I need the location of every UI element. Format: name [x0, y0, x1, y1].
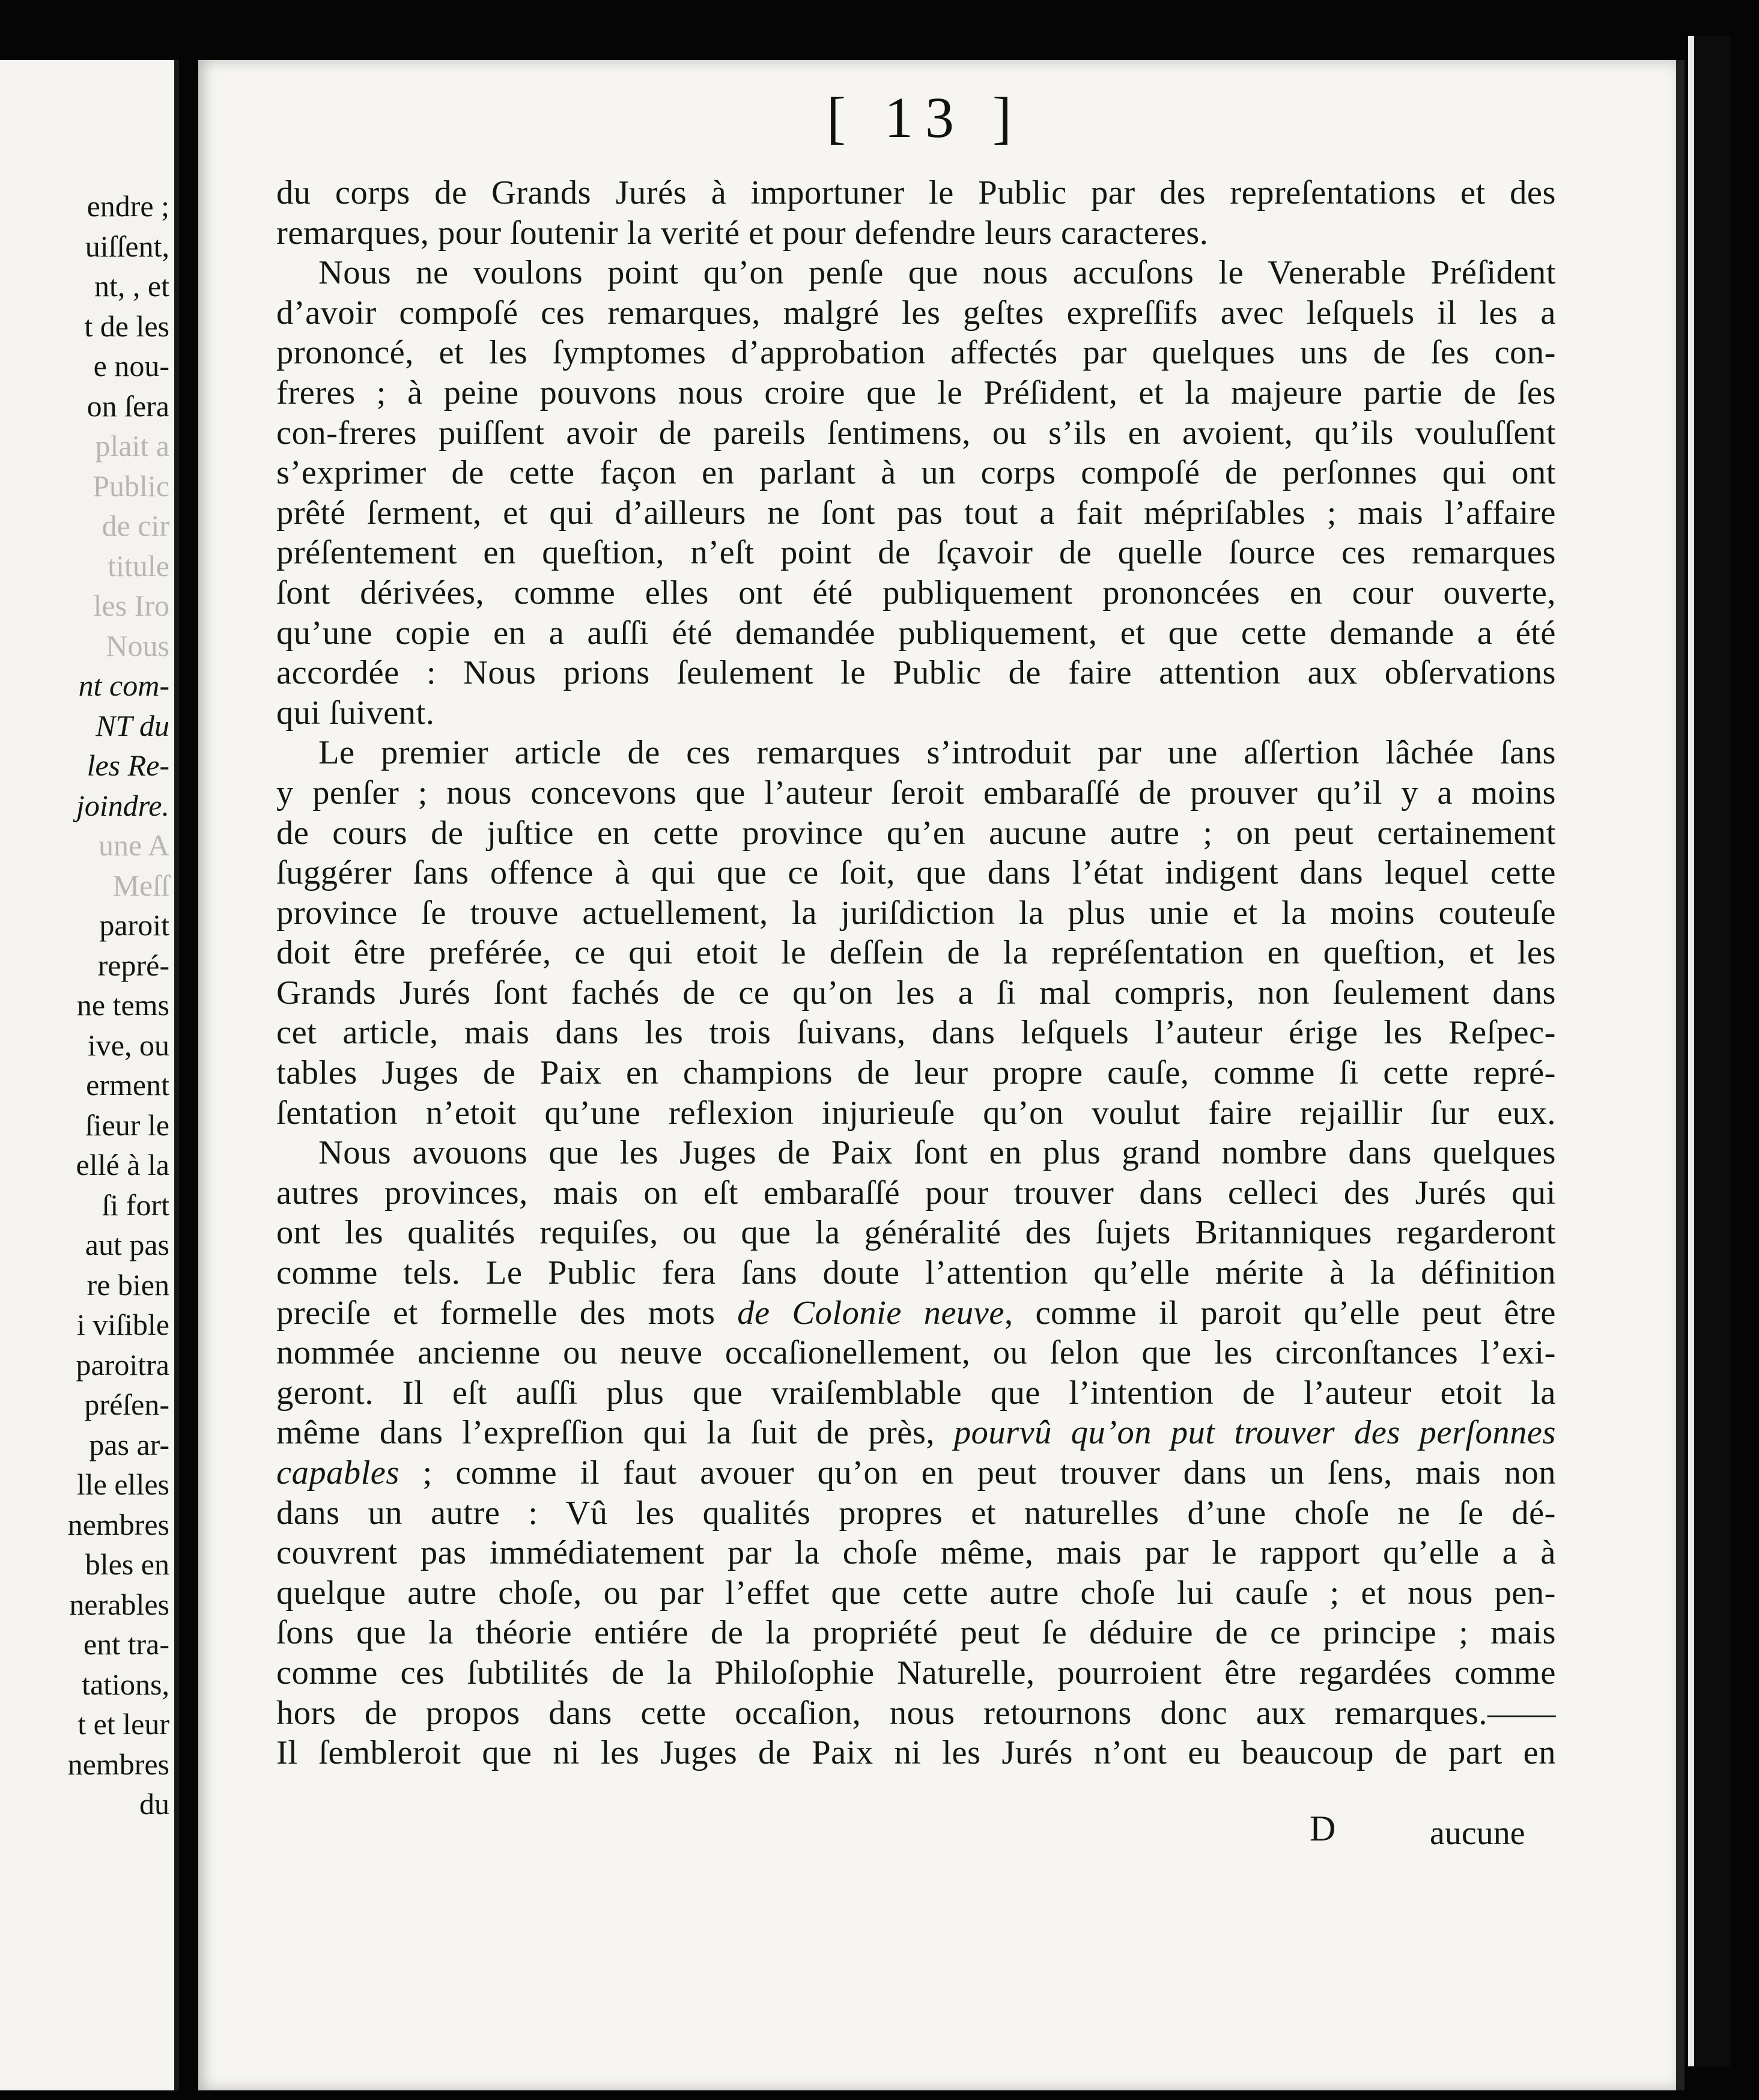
text-run: qu’une copie en a auſſi été demandée publiquement, et que cette demande a été: [276, 614, 1556, 652]
text-line: [276, 373, 1556, 413]
text-run: cet article, mais dans les trois ſuivans, dans leſquels l’auteur érige les Reſpec-: [276, 1014, 1556, 1052]
left-text-fragment: t de les: [84, 309, 169, 343]
left-text-fragment: plait a: [95, 429, 169, 463]
left-text-fragment: aut pas: [85, 1228, 169, 1261]
page-number: [ 13 ]: [827, 85, 1024, 150]
text-run: Il ſembleroit que ni les Juges de Paix ni les Jurés n’ont eu beaucoup de part en: [276, 1734, 1556, 1772]
text-line: [276, 1453, 1556, 1493]
left-text-fragment: nembres: [67, 1747, 169, 1781]
text-line: [276, 1053, 1556, 1093]
catchword: aucune: [1430, 1815, 1525, 1852]
text-line: [276, 1333, 1556, 1373]
text-line: [276, 573, 1556, 613]
text-run: Nous ne voulons point qu’on penſe que nous accuſons le Venerable Préſident: [318, 254, 1556, 292]
text-line: [276, 653, 1556, 693]
text-line: [276, 413, 1556, 454]
text-run: prêté ſerment, et qui d’ailleurs ne ſont pas tout a fait mépriſables ; mais l’affaire: [276, 494, 1556, 532]
left-text-fragment: nt, , et: [94, 269, 169, 303]
left-text-fragment: joindre.: [76, 788, 169, 822]
text-run: ont les qualités requiſes, ou que la généralité des ſujets Britanniques regarderont: [276, 1214, 1556, 1252]
left-text-fragment: une A: [98, 828, 169, 862]
text-run: hors de propos dans cette occaſion, nous retournons donc aux remarques.——: [276, 1694, 1556, 1732]
left-text-fragment: e nou-: [93, 349, 169, 383]
left-text-fragment: bles en: [85, 1547, 169, 1581]
left-text-fragment: i viſible: [76, 1308, 169, 1341]
text-line: [276, 1653, 1556, 1693]
left-text-fragment: endre ;: [87, 189, 169, 223]
text-run: doit être preférée, ce qui etoit le deſſein de la repréſentation en queſtion, et les: [276, 934, 1556, 972]
text-run: ſont dérivées, comme elles ont été publiquement prononcées en cour ouverte,: [276, 574, 1556, 611]
text-line: [276, 933, 1556, 973]
left-text-fragment: ellé à la: [76, 1148, 169, 1182]
text-run: couvrent pas immédiatement par la choſe même, mais par le rapport qu’elle a à: [276, 1534, 1556, 1572]
text-line: [276, 733, 1556, 773]
text-line: [276, 213, 1556, 253]
text-run: dans un autre : Vû les qualités propres et naturelles d’une choſe ne ſe dé-: [276, 1494, 1556, 1532]
text-run: province ſe trouve actuellement, la juriſdiction la plus unie et la moins couteuſe: [276, 894, 1556, 932]
text-run: ſentation n’etoit qu’une reflexion injurieuſe qu’on voulut faire rejaillir ſur eux.: [276, 1094, 1556, 1132]
text-line: [276, 1413, 1556, 1453]
text-run: préſentement en queſtion, n’eſt point de ſçavoir de quelle ſource ces remarques: [276, 534, 1556, 572]
text-run: prononcé, et les ſymptomes d’approbation affectés par quelques uns de ſes con-: [276, 334, 1556, 372]
left-text-fragment: les Iro: [93, 589, 169, 622]
text-line: [276, 1493, 1556, 1534]
text-line: [276, 1373, 1556, 1413]
text-line: [276, 1093, 1556, 1133]
left-text-fragment: NT du: [96, 708, 169, 742]
left-text-fragment: nt com-: [78, 669, 169, 702]
left-text-fragment: titule: [108, 548, 169, 583]
left-text-fragment: uiſſent,: [85, 229, 169, 263]
text-line: [276, 1693, 1556, 1734]
text-run: accordée : Nous prions ſeulement le Public de faire attention aux obſervations: [276, 654, 1556, 692]
italic-text: capables: [276, 1454, 399, 1492]
left-text-fragment: Nous: [106, 628, 169, 663]
text-line: [276, 1253, 1556, 1293]
text-run: comme tels. Le Public fera ſans doute l’attention qu’elle mérite à la définition: [276, 1254, 1556, 1292]
text-line: [276, 533, 1556, 573]
text-line: [276, 1013, 1556, 1053]
left-text-fragment: de cir: [102, 509, 169, 542]
text-run: Le premier article de ces remarques s’introduit par une aſſertion lâchée ſans: [318, 734, 1556, 772]
text-run: remarques, pour ſoutenir la verité et pour defendre leurs caracteres.: [276, 214, 1209, 252]
left-text-fragment: lle elles: [76, 1467, 169, 1501]
text-run: autres provinces, mais on eſt embaraſſé pour trouver dans celleci des Jurés qui: [276, 1174, 1556, 1212]
text-run: Grands Jurés ſont fachés de ce qu’on les a ſi mal compris, non ſeulement dans: [276, 974, 1556, 1012]
text-line: [276, 453, 1556, 493]
text-run: freres ; à peine pouvons nous croire que le Préſident, et la majeure partie de ſes: [276, 374, 1556, 411]
signature-mark: D: [1310, 1809, 1336, 1848]
text-line: [276, 1293, 1556, 1334]
left-text-fragment: les Re-: [87, 748, 169, 782]
text-run: con-freres puiſſent avoir de pareils ſentimens, ou s’ils en avoient, qu’ils vouluſſent: [276, 414, 1556, 452]
left-text-fragment: ſi fort: [102, 1188, 169, 1222]
text-run: Nous avouons que les Juges de Paix ſont en plus grand nombre dans quelques: [318, 1134, 1556, 1172]
text-run: quelque autre choſe, ou par l’effet que cette autre choſe lui cauſe ; et nous pen-: [276, 1574, 1556, 1612]
text-line: [276, 1133, 1556, 1173]
text-run: comme ces ſubtilités de la Philoſophie Naturelle, pourroient être regardées comme: [276, 1654, 1556, 1692]
text-line: [276, 773, 1556, 813]
text-line: [276, 493, 1556, 533]
text-line: [276, 1733, 1556, 1773]
left-text-fragment: paroit: [99, 908, 169, 942]
left-text-fragment: re bien: [87, 1267, 169, 1302]
left-text-fragment: préſen-: [84, 1388, 169, 1421]
text-line: [276, 1213, 1556, 1253]
text-run: nommée ancienne ou neuve occaſionellement, ou ſelon que les circonſtances l’exi-: [276, 1334, 1556, 1372]
text-run: ſons que la théorie entiére de la propriété peut ſe déduire de ce principe ; mais: [276, 1614, 1556, 1652]
left-text-fragment: Public: [93, 469, 169, 503]
text-run: , comme il paroit qu’elle peut être: [1004, 1294, 1556, 1332]
text-line: [276, 1173, 1556, 1213]
text-run: s’exprimer de cette façon en parlant à un corps compoſé de perſonnes qui ont: [276, 454, 1556, 492]
left-text-fragment: nembres: [67, 1507, 169, 1541]
text-run: tables Juges de Paix en champions de leur propre cauſe, comme ſi cette repré-: [276, 1054, 1556, 1092]
left-text-fragment: Meſſ: [112, 868, 169, 902]
text-line: [276, 853, 1556, 893]
text-run: même dans l’expreſſion qui la ſuit de près,: [276, 1414, 954, 1452]
italic-text: de Colonie neuve: [737, 1294, 1004, 1332]
text-line: [276, 613, 1556, 654]
text-line: [276, 253, 1556, 293]
left-text-fragment: pas ar-: [89, 1427, 169, 1461]
text-line: [276, 1613, 1556, 1653]
text-run: d’avoir compoſé ces remarques, malgré les geſtes expreſſifs avec leſquels il les a: [276, 294, 1556, 332]
text-line: [276, 1533, 1556, 1573]
text-line: [276, 293, 1556, 333]
left-text-fragment: ive, ou: [87, 1028, 169, 1062]
left-text-fragment: ne tems: [76, 988, 169, 1022]
text-line: [276, 173, 1556, 213]
left-text-fragment: t et leur: [77, 1707, 169, 1741]
page-edge: [1688, 36, 1730, 2066]
text-run: preciſe et formelle des mots: [276, 1294, 738, 1332]
text-line: [276, 813, 1556, 854]
text-run: ſuggérer ſans offence à qui que ce ſoit, que dans l’état indigent dans lequel cette: [276, 854, 1556, 892]
body-text: [276, 173, 1556, 1773]
left-text-fragment: paroitra: [76, 1347, 169, 1382]
text-run: qui ſuivent.: [276, 694, 435, 732]
left-text-fragment: on ſera: [87, 389, 169, 423]
text-run: y penſer ; nous concevons que l’auteur ſeroit embaraſſé de prouver qu’il y a moins: [276, 774, 1556, 812]
left-page-fragment: [0, 60, 179, 2090]
text-line: [276, 973, 1556, 1013]
text-run: du corps de Grands Jurés à importuner le Public par des repreſentations et des: [276, 174, 1556, 211]
italic-text: pourvû qu’on put trouver des perſonnes: [953, 1414, 1556, 1452]
text-line: [276, 1573, 1556, 1613]
text-run: ; comme il faut avouer qu’on en peut trouver dans un ſens, mais non: [399, 1454, 1556, 1492]
text-run: de cours de juſtice en cette province qu’en aucune autre ; on peut certainement: [276, 814, 1556, 852]
text-line: [276, 333, 1556, 373]
left-text-fragment: du: [139, 1787, 169, 1821]
left-text-fragment: ſieur le: [85, 1108, 169, 1142]
left-text-fragment: nerables: [69, 1587, 169, 1621]
left-text-fragment: repré-: [97, 948, 169, 982]
text-line: [276, 893, 1556, 933]
left-text-fragment: erment: [86, 1068, 169, 1102]
left-text-fragment: ent tra-: [84, 1627, 169, 1661]
left-text-fragment: tations,: [82, 1667, 169, 1701]
text-line: [276, 693, 1556, 733]
text-run: geront. Il eſt auſſi plus que vraiſemblable que l’intention de l’auteur etoit la: [276, 1374, 1556, 1412]
